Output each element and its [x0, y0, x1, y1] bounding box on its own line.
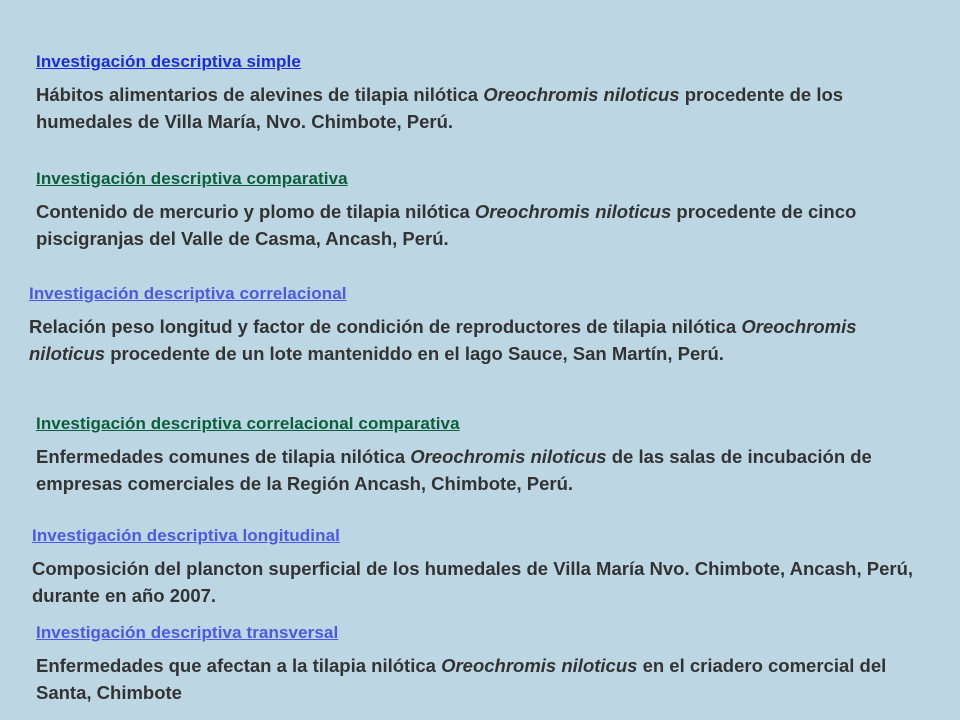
species-name: Oreochromis niloticus [441, 655, 638, 676]
description-comparativa [36, 198, 916, 252]
desc-text: de las salas de incubación de empresas comerciales de la Región Ancash, Chimbote, Perú. [36, 446, 872, 494]
desc-text: Enfermedades que afectan a la tilapia nilótica [36, 655, 442, 676]
description-longitudinal [32, 555, 922, 609]
item-transversal [36, 623, 916, 706]
desc-text: procedente de un lote manteniddo en el lago Sauce, San Martín, Perú. [105, 343, 724, 364]
link-descriptiva-correlacional[interactable]: Investigación descriptiva correlacional [29, 284, 347, 303]
link-descriptiva-simple[interactable]: Investigación descriptiva simple [36, 52, 301, 71]
species-name: Oreochromis niloticus [483, 84, 680, 105]
item-correlacional-comparativa [36, 414, 916, 497]
desc-text: Enfermedades comunes de tilapia nilótica [36, 446, 411, 467]
link-descriptiva-longitudinal[interactable]: Investigación descriptiva longitudinal [32, 526, 340, 545]
item-comparativa [36, 169, 916, 252]
species-name: Oreochromis niloticus [474, 201, 672, 222]
item-correlacional [29, 284, 889, 367]
species-name: Oreochromis niloticus [410, 446, 607, 467]
description-correlacional-comparativa [36, 443, 916, 497]
description-transversal [36, 652, 916, 706]
item-simple [36, 52, 916, 135]
desc-text: Contenido de mercurio y plomo de tilapia nilótica [36, 201, 475, 222]
desc-text: procedente de cinco piscigranjas del Valle de Casma, Ancash, Perú. [36, 201, 857, 249]
desc-text: en el criadero comercial del Santa, Chimbote [36, 655, 887, 703]
link-descriptiva-comparativa[interactable]: Investigación descriptiva comparativa [36, 169, 348, 188]
desc-text: Composición del plancton superficial de los humedales de Villa María Nvo. Chimbote, Ancash, Perú, durante en año 2007. [32, 558, 914, 606]
description-correlacional [29, 313, 889, 367]
item-longitudinal [32, 526, 922, 609]
link-descriptiva-correlacional-comparativa[interactable]: Investigación descriptiva correlacional comparativa [36, 414, 460, 433]
desc-text: Relación peso longitud y factor de condición de reproductores de tilapia nilótica [29, 316, 742, 337]
desc-text: Hábitos alimentarios de alevines de tilapia nilótica [36, 84, 484, 105]
desc-text: procedente de los humedales de Villa María, Nvo. Chimbote, Perú. [36, 84, 844, 132]
link-descriptiva-transversal[interactable]: Investigación descriptiva transversal [36, 623, 339, 642]
description-simple [36, 81, 916, 135]
species-name: Oreochromis niloticus [29, 316, 857, 364]
